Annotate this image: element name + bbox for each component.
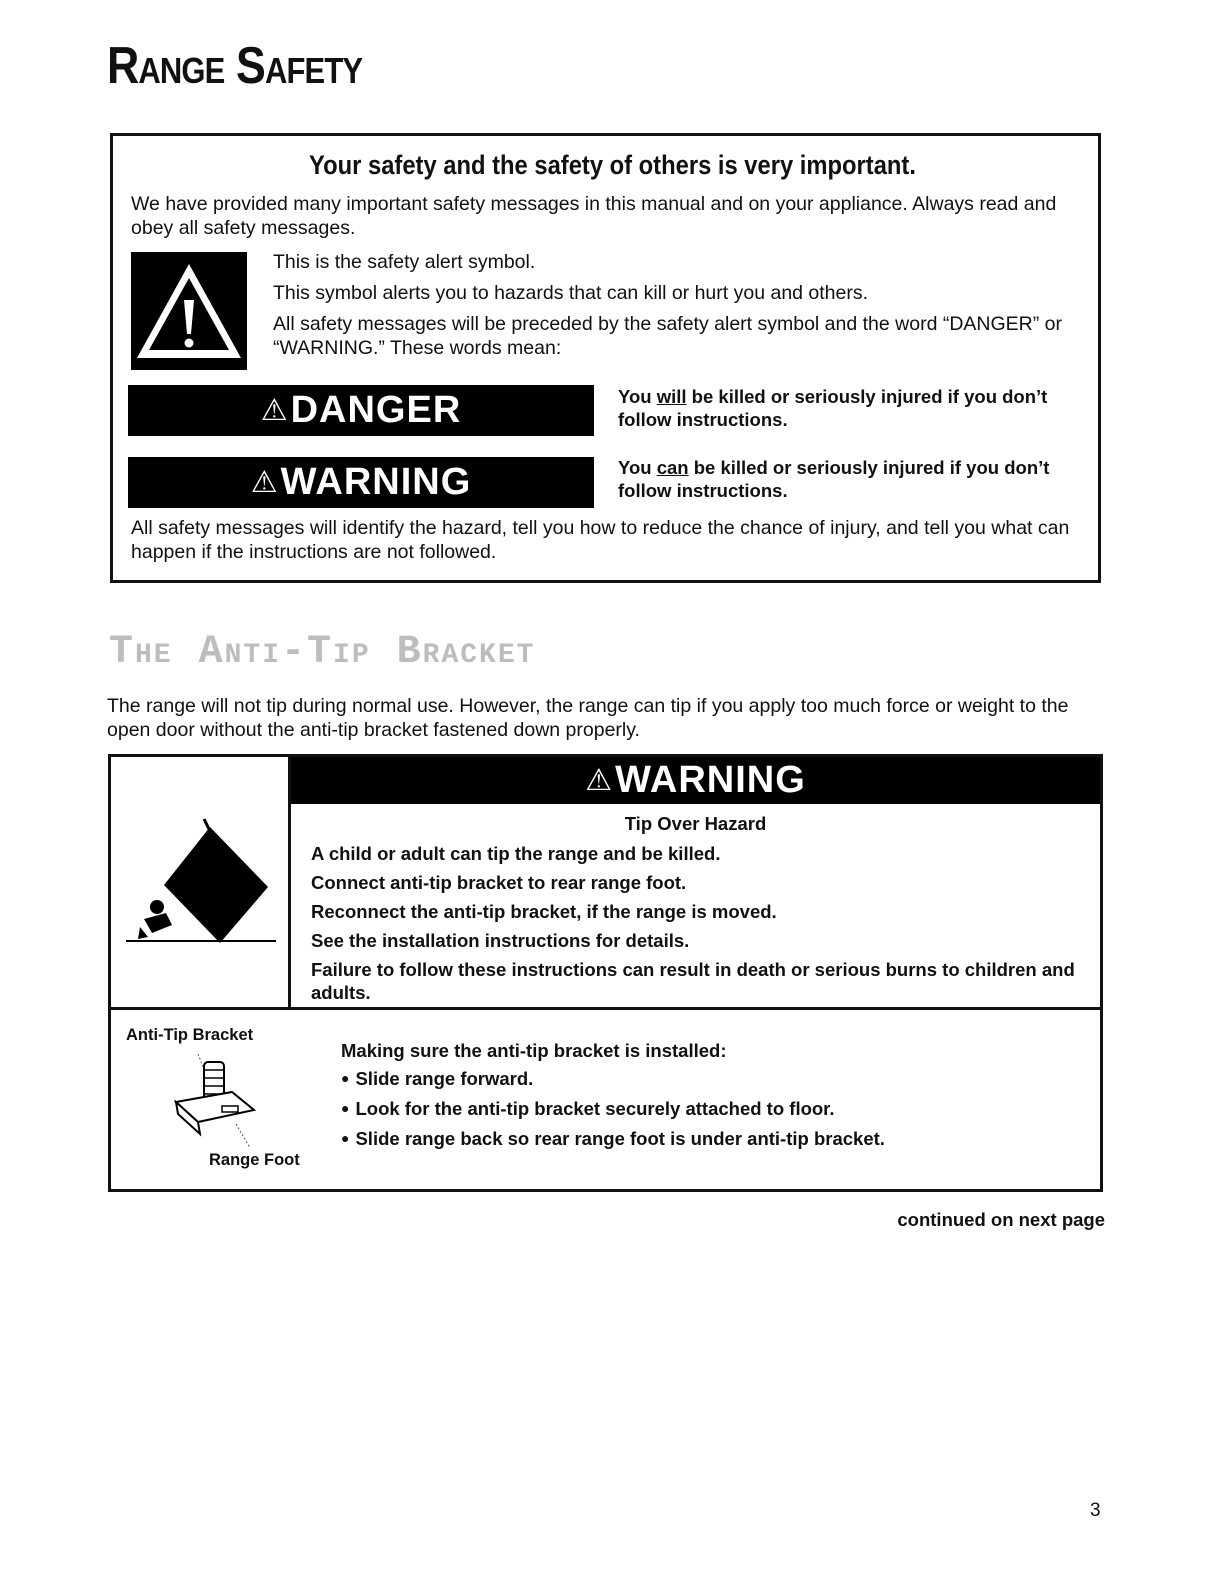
section-heading-anti-tip: The Anti-Tip Bracket [109,630,536,675]
page-title: Range Safety [107,37,363,95]
list-item: ● Look for the anti-tip bracket securely attached to floor. [341,1098,835,1119]
hazard-line: A child or adult can tip the range and be killed. [311,843,721,864]
anti-tip-bracket-illustration [170,1052,270,1157]
safety-intro-text: We have provided many important safety messages in this manual and on your appliance. Always read and obey all safety messages. [131,193,1057,239]
danger-signal-bar [128,385,594,436]
safety-box-heading: Your safety and the safety of others is very important. [309,150,916,180]
anti-tip-bracket-caption: Anti-Tip Bracket [126,1026,254,1044]
hazard-title: Tip Over Hazard [624,813,767,834]
check-title: Making sure the anti-tip bracket is installed: [341,1040,727,1061]
warning-meaning: You can be killed or seriously injured if you don’t follow instructions. [618,457,1050,501]
page-number: 3 [1090,1500,1101,1521]
danger-emphasis: will [656,386,687,407]
warning-label: WARNING [280,461,472,503]
check-list [341,1068,885,1158]
warning-triangle-icon: ⚠ [585,764,614,797]
bullet-icon: ● [341,1070,350,1086]
alert-line: All safety messages will be preceded by the safety alert symbol and the word “DANGER” or “WARNING.” These words mean: [273,313,1063,359]
hazard-line: Failure to follow these instructions can result in death or serious burns to children and adults. [311,959,1075,1003]
warning-triangle-icon: ⚠ [260,394,289,427]
alert-symbol-explanation [273,250,1093,367]
alert-line: This symbol alerts you to hazards that can kill or hurt you and others. [273,282,869,304]
range-tipping-illustration [122,815,278,952]
warning-label: WARNING [615,759,806,801]
alert-line: This is the safety alert symbol. [273,251,536,273]
warning-triangle-icon: ⚠ [250,466,279,499]
list-item: ● Slide range back so rear range foot is under anti-tip bracket. [341,1128,885,1149]
range-foot-caption: Range Foot [209,1151,300,1169]
list-item: ● Slide range forward. [341,1068,534,1089]
tip-over-warning-bar [291,757,1100,804]
continued-note: continued on next page [897,1209,1105,1230]
bullet-icon: ● [341,1130,350,1146]
danger-label: DANGER [290,389,462,431]
safety-closing-text: All safety messages will identify the hazard, tell you how to reduce the chance of injury, and tell you what can happen if the instructions are not followed. [131,517,1070,563]
warning-emphasis: can [656,457,689,478]
anti-tip-intro-text: The range will not tip during normal use. However, the range can tip if you apply too much force or weight to the open door without the anti-tip bracket fastened down properly. [107,695,1069,741]
hazard-instructions [311,842,1091,1010]
hazard-line: Connect anti-tip bracket to rear range foot. [311,872,687,893]
hazard-line: See the installation instructions for details. [311,930,690,951]
danger-meaning: You will be killed or seriously injured if you don’t follow instructions. [618,386,1048,430]
hazard-line: Reconnect the anti-tip bracket, if the range is moved. [311,901,777,922]
safety-alert-icon [131,252,247,370]
bullet-icon: ● [341,1100,350,1116]
warning-signal-bar [128,457,594,508]
